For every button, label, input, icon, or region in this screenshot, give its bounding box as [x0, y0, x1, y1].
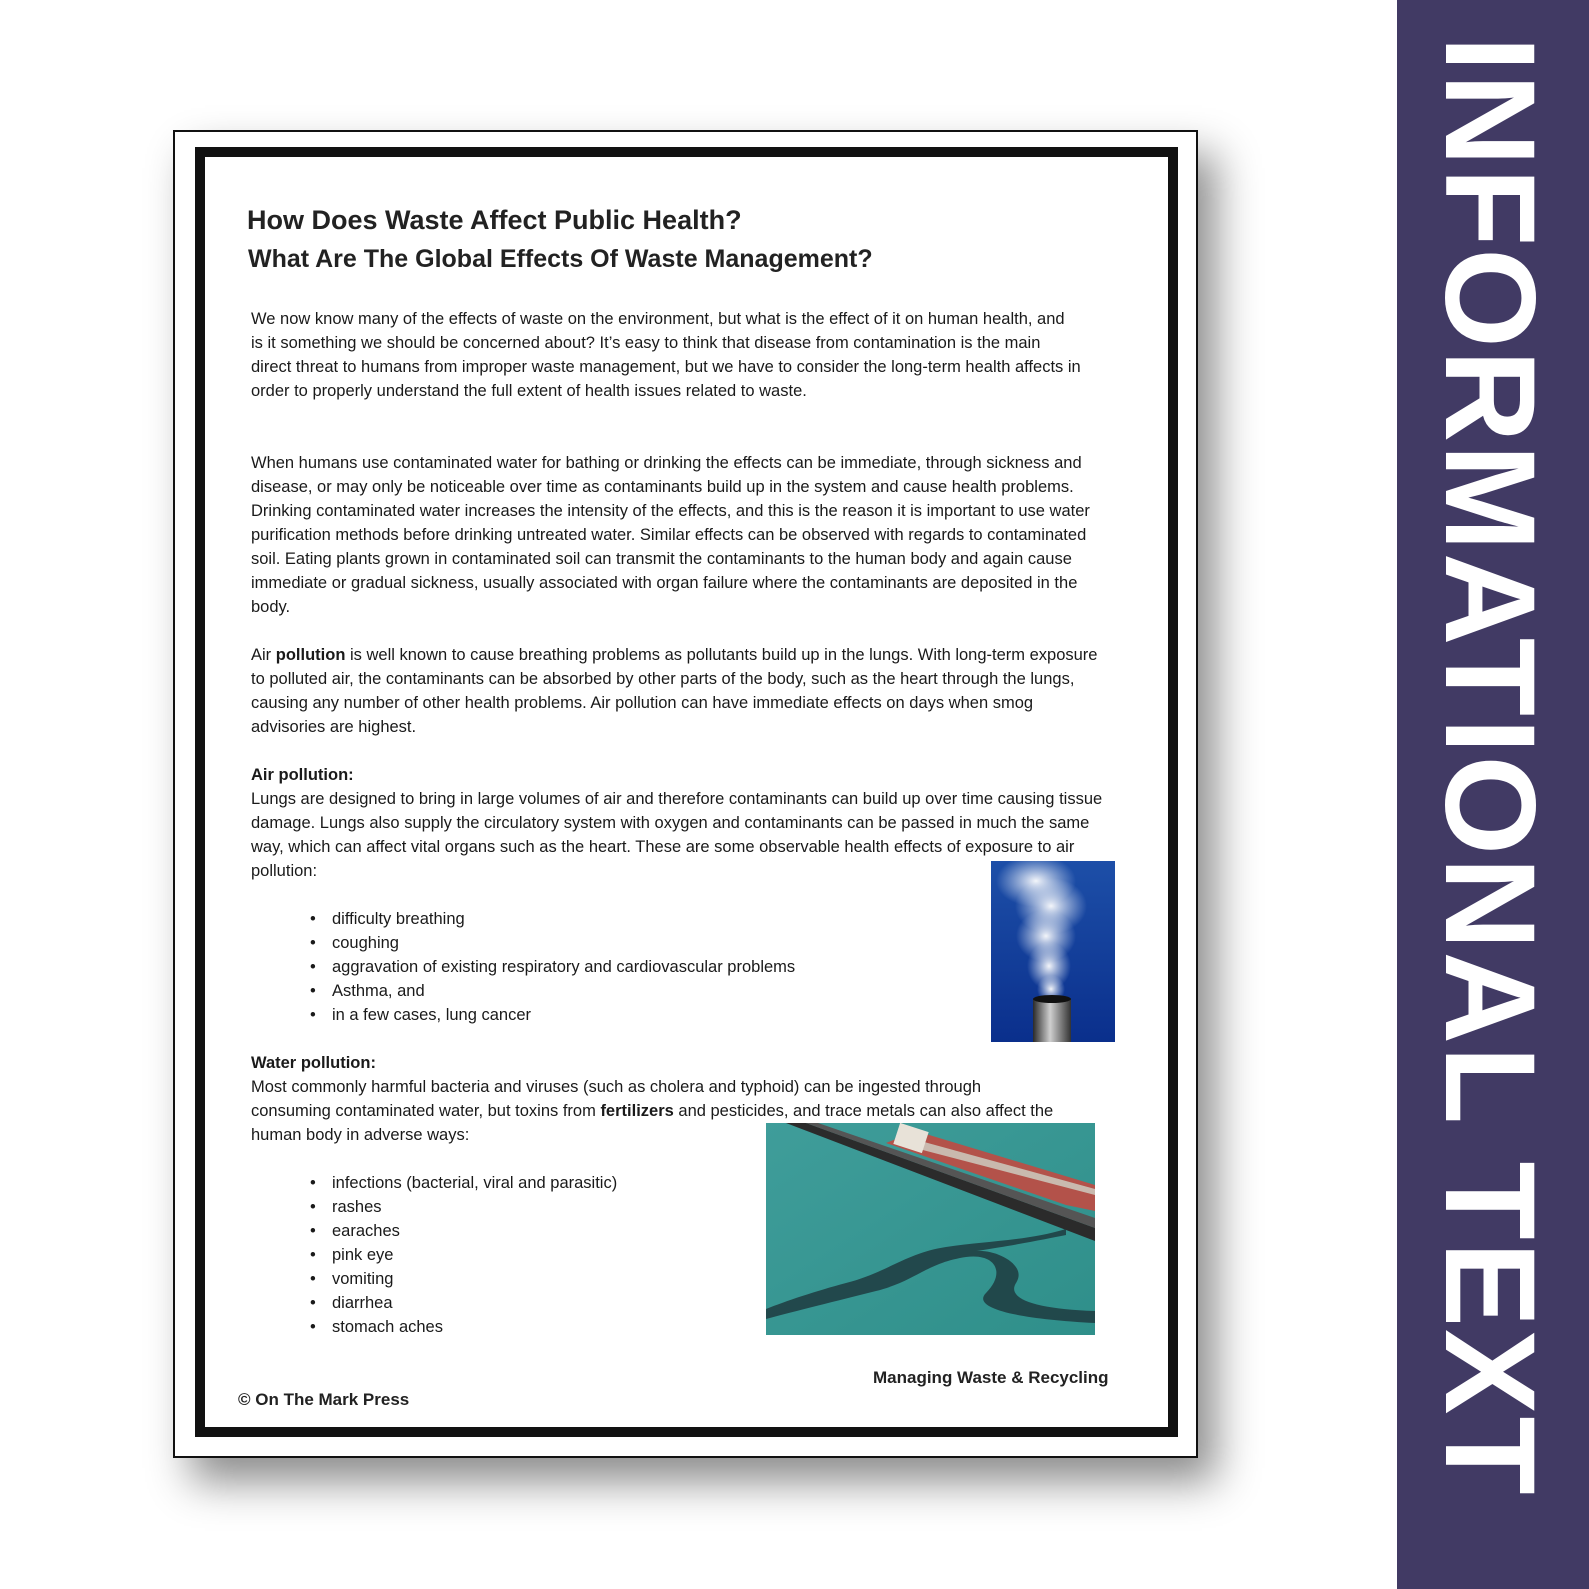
list-item: • pink eye [310, 1243, 617, 1267]
banner-label: INFORMATIONAL TEXT [1418, 36, 1561, 1497]
p3-lead: Air [251, 646, 276, 664]
list-item: • stomach aches [310, 1315, 617, 1339]
fertilizers-keyword: fertilizers [600, 1102, 674, 1120]
list-item: • aggravation of existing respiratory and cardiovascular problems [310, 955, 795, 979]
worksheet-page [173, 130, 1198, 1458]
pollution-keyword: pollution [275, 646, 346, 664]
page-border-frame [195, 147, 1178, 1437]
intro-paragraph: We now know many of the effects of waste on the environment, but what is the effect of it on human health, and is it something we should be concerned about? It’s easy to think that disease from contamination is the main direct threat to humans from improper waste management, but we have to consider the long-term health affects in order to properly understand the full extent of health issues related to waste. [251, 310, 1081, 400]
page-subtitle: What Are The Global Effects Of Waste Management? [248, 245, 873, 273]
list-item: • diarrhea [310, 1291, 617, 1315]
list-item: • Asthma, and [310, 979, 795, 1003]
oil-spill-ship-photo [766, 1123, 1095, 1335]
copyright-notice: © On The Mark Press [238, 1390, 410, 1409]
page-content [205, 157, 1168, 1427]
list-item: • in a few cases, lung cancer [310, 1003, 795, 1027]
air-pollution-paragraph [251, 643, 1111, 739]
water-text-lead: Most commonly harmful bacteria and viruses (such as cholera and typhoid) can be ingested through consuming contaminated water, but toxins from [251, 1078, 982, 1120]
list-item: • vomiting [310, 1267, 617, 1291]
air-pollution-heading: Air pollution: [251, 766, 354, 784]
water-pollution-heading: Water pollution: [251, 1054, 376, 1072]
list-item: • rashes [310, 1195, 617, 1219]
list-item: • difficulty breathing [310, 907, 795, 931]
list-item: • earaches [310, 1219, 617, 1243]
page-title: How Does Waste Affect Public Health? [247, 205, 742, 235]
air-effects-list [310, 907, 795, 1027]
water-effects-list [310, 1171, 617, 1339]
p3-rest: is well known to cause breathing problems as pollutants build up in the lungs. With long-term exposure to polluted air, the contaminants can be absorbed by other parts of the body, such as the heart through the lungs, causing any number of other health problems. Air pollution can have immediate effects on days when smog advisories are highest. [251, 646, 1098, 736]
water-soil-paragraph: When humans use contaminated water for bathing or drinking the effects can be immediate, through sickness and disease, or may only be noticeable over time as contaminants build up in the system and cause health problems. Drinking contaminated water increases the intensity of the effects, and this is the reason it is important to use water purification methods before drinking untreated water. Similar effects can be observed with regards to contaminated soil. Eating plants grown in contaminated soil can transmit the contaminants to the human body and again cause immediate or gradual sickness, usually associated with organ failure where the contaminants are deposited in the body. [251, 454, 1090, 616]
series-title: Managing Waste & Recycling [873, 1368, 1109, 1387]
air-pollution-text: Lungs are designed to bring in large volumes of air and therefore contaminants can build up over time causing tissue damage. Lungs also supply the circulatory system with oxygen and contaminants can be passed in much the same way, which can affect vital organs such as the heart. These are some observable health effects of exposure to air pollution: [251, 790, 1103, 880]
list-item: • coughing [310, 931, 795, 955]
informational-text-banner [1397, 0, 1589, 1589]
smokestack-photo [991, 861, 1115, 1042]
water-text-rest: and pesticides, and trace metals can also affect the human body in adverse ways: [251, 1102, 1054, 1144]
list-item: • infections (bacterial, viral and parasitic) [310, 1171, 617, 1195]
